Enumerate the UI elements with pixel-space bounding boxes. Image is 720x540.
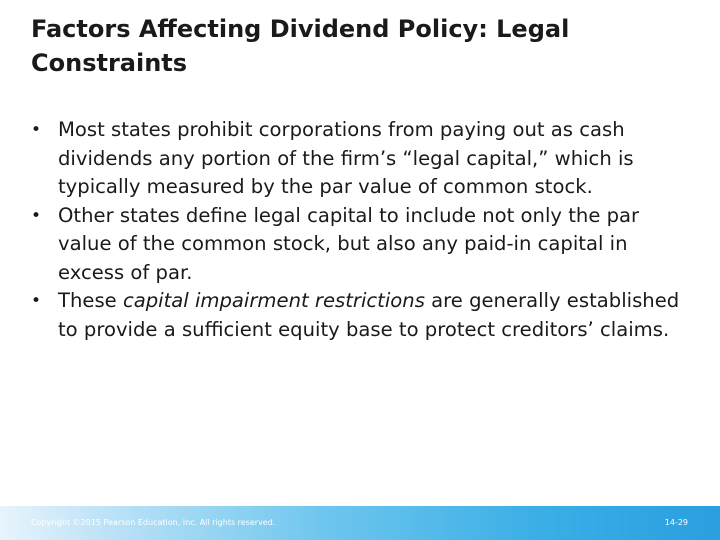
footer-page-number: 14-29 <box>664 518 688 527</box>
footer-copyright: Copyright ©2015 Pearson Education, Inc. All rights reserved. <box>31 518 276 527</box>
bullet-text-1: Most states prohibit corporations from paying out as cash dividends any portion of the firm’s “legal capital,” which is typically measured by the par value of common stock. <box>58 118 634 198</box>
slide-title: Factors Affecting Dividend Policy: Legal Constraints <box>31 15 570 77</box>
bullet-item-1 <box>31 116 681 202</box>
footer-bar <box>0 506 720 540</box>
bullet-list <box>31 116 681 344</box>
bullet-item-2 <box>31 202 681 288</box>
bullet-text-3-emphasis: capital impairment restrictions <box>122 289 425 312</box>
bullet-text-3-end: are generally established to provide a sufficient equity base to protect creditors’ claims. <box>58 289 680 341</box>
bullet-icon: • <box>31 120 42 140</box>
bullet-icon: • <box>31 205 42 226</box>
bullet-text-3-start: These <box>58 289 123 312</box>
bullet-text-2: Other states define legal capital to include not only the par value of the common stock, but also any paid-in capital in excess of par. <box>58 203 640 284</box>
bullet-item-3 <box>31 287 681 344</box>
bullet-icon: • <box>31 291 42 311</box>
